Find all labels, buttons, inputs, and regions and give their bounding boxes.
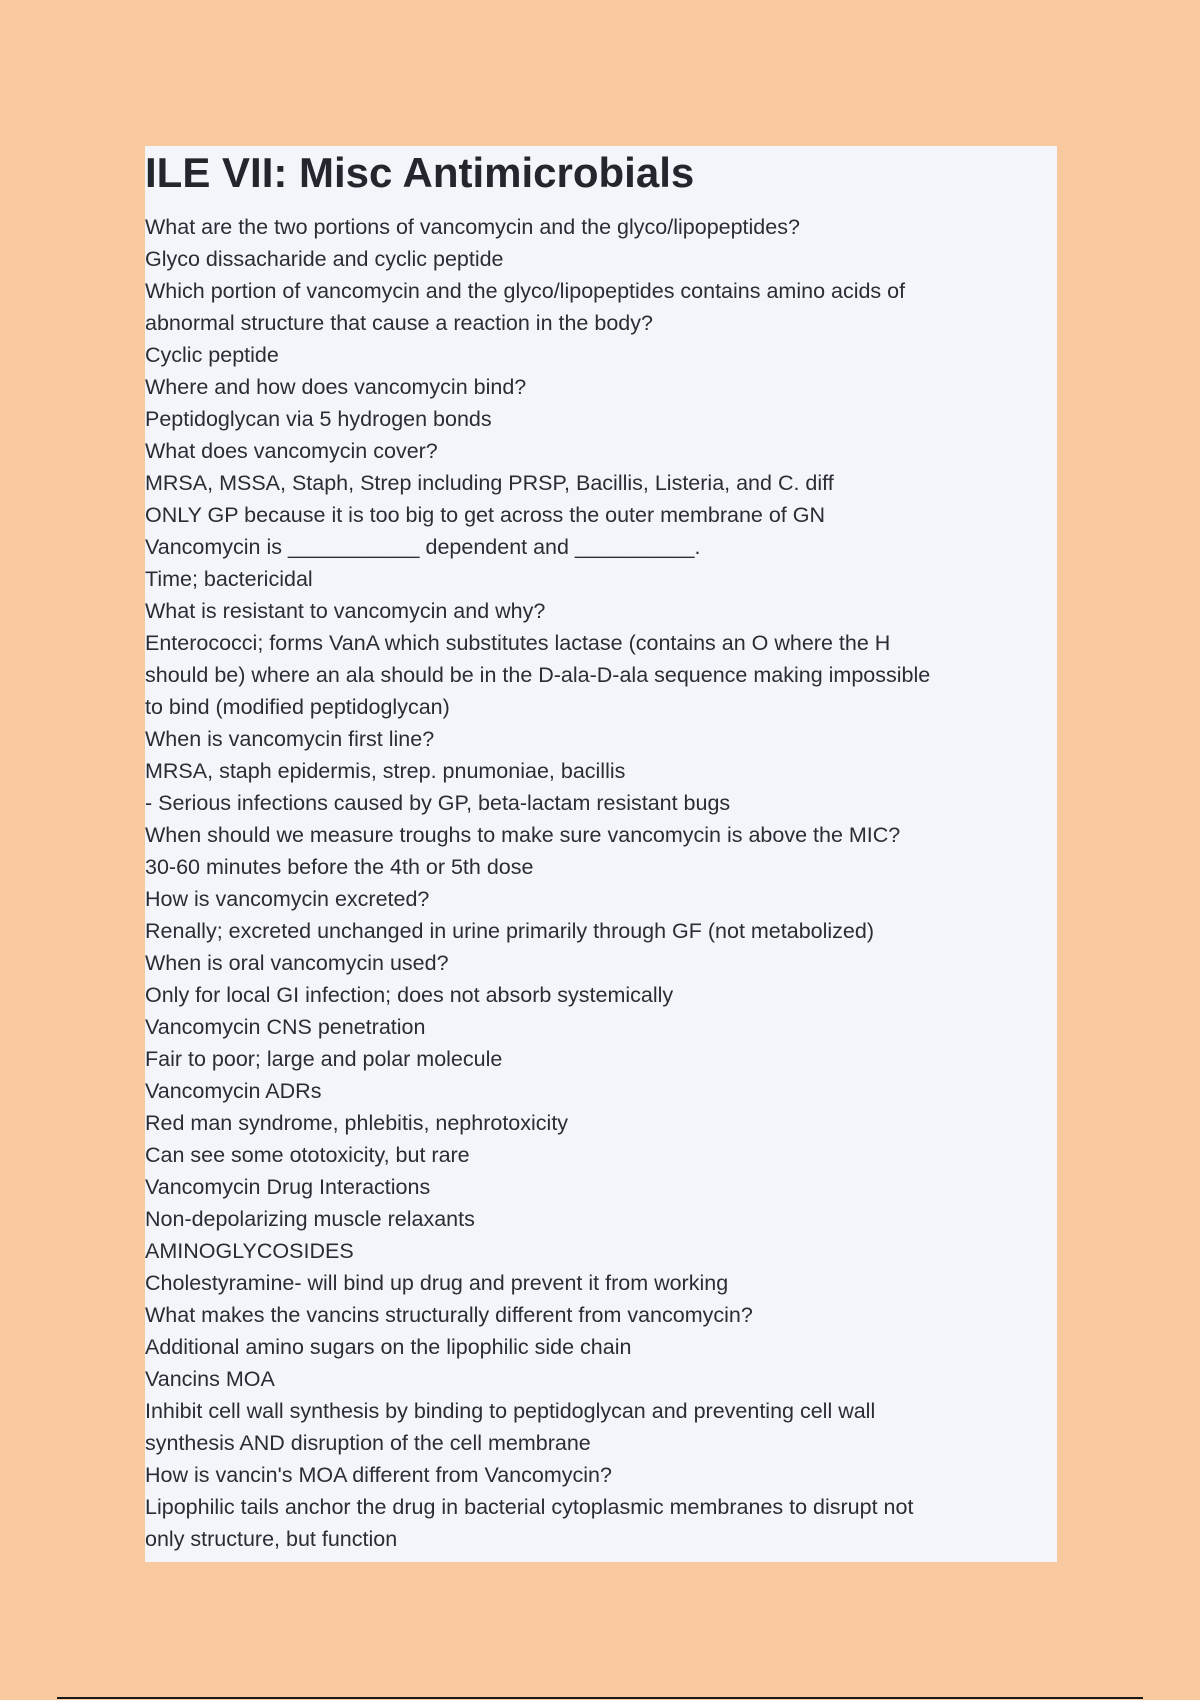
document-line: When should we measure troughs to make sure vancomycin is above the MIC? <box>145 823 901 847</box>
document-line: MRSA, MSSA, Staph, Strep including PRSP, Bacillis, Listeria, and C. diff <box>145 471 834 495</box>
document-line: Red man syndrome, phlebitis, nephrotoxicity <box>145 1111 569 1135</box>
document-line: Cyclic peptide <box>145 343 279 367</box>
document-line: How is vancin's MOA different from Vancomycin? <box>145 1463 612 1487</box>
document-line: When is oral vancomycin used? <box>145 951 449 975</box>
document-title: ILE VII: Misc Antimicrobials <box>145 149 695 196</box>
document-line: AMINOGLYCOSIDES <box>145 1239 354 1263</box>
document-line: Vancomycin Drug Interactions <box>145 1175 431 1199</box>
document-line: Cholestyramine- will bind up drug and prevent it from working <box>145 1271 729 1295</box>
document-line: ONLY GP because it is too big to get across the outer membrane of GN <box>145 503 825 527</box>
document-line: How is vancomycin excreted? <box>145 887 430 911</box>
document-line: Glyco dissacharide and cyclic peptide <box>145 247 504 271</box>
document-line: only structure, but function <box>145 1527 398 1551</box>
document-line: What does vancomycin cover? <box>145 439 438 463</box>
document-line: Vancins MOA <box>145 1367 275 1391</box>
document-line: abnormal structure that cause a reaction in the body? <box>145 311 653 335</box>
document-line: Vancomycin ADRs <box>145 1079 322 1103</box>
document-line: should be) where an ala should be in the D-ala-D-ala sequence making impossible <box>145 663 931 687</box>
document-line: What is resistant to vancomycin and why? <box>145 599 546 623</box>
document-line: Renally; excreted unchanged in urine primarily through GF (not metabolized) <box>145 919 874 943</box>
document-line: MRSA, staph epidermis, strep. pnumoniae, bacillis <box>145 759 626 783</box>
document-line: Lipophilic tails anchor the drug in bacterial cytoplasmic membranes to disrupt not <box>145 1495 914 1519</box>
document-line: to bind (modified peptidoglycan) <box>145 695 450 719</box>
document-line: Peptidoglycan via 5 hydrogen bonds <box>145 407 492 431</box>
document-line: synthesis AND disruption of the cell membrane <box>145 1431 591 1455</box>
document-line: Time; bactericidal <box>145 567 313 591</box>
document-line: Only for local GI infection; does not absorb systemically <box>145 983 674 1007</box>
document-line: Enterococci; forms VanA which substitutes lactase (contains an O where the H <box>145 631 891 655</box>
document-line: Fair to poor; large and polar molecule <box>145 1047 503 1071</box>
document-line: - Serious infections caused by GP, beta-lactam resistant bugs <box>145 791 731 815</box>
document-line: Inhibit cell wall synthesis by binding to peptidoglycan and preventing cell wall <box>145 1399 876 1423</box>
document-line: Vancomycin is ___________ dependent and __________. <box>145 535 701 559</box>
document-line: Non-depolarizing muscle relaxants <box>145 1207 475 1231</box>
document-line: Additional amino sugars on the lipophilic side chain <box>145 1335 632 1359</box>
footer-divider <box>57 1697 1143 1699</box>
document-body <box>145 211 1050 1555</box>
document-line: What are the two portions of vancomycin and the glyco/lipopeptides? <box>145 215 800 239</box>
document-line: Vancomycin CNS penetration <box>145 1015 426 1039</box>
document-line: When is vancomycin first line? <box>145 727 435 751</box>
document-line: Which portion of vancomycin and the glyco/lipopeptides contains amino acids of <box>145 279 906 303</box>
document-line: What makes the vancins structurally different from vancomycin? <box>145 1303 753 1327</box>
document-line: 30-60 minutes before the 4th or 5th dose <box>145 855 534 879</box>
document-line: Where and how does vancomycin bind? <box>145 375 527 399</box>
document-line: Can see some ototoxicity, but rare <box>145 1143 470 1167</box>
